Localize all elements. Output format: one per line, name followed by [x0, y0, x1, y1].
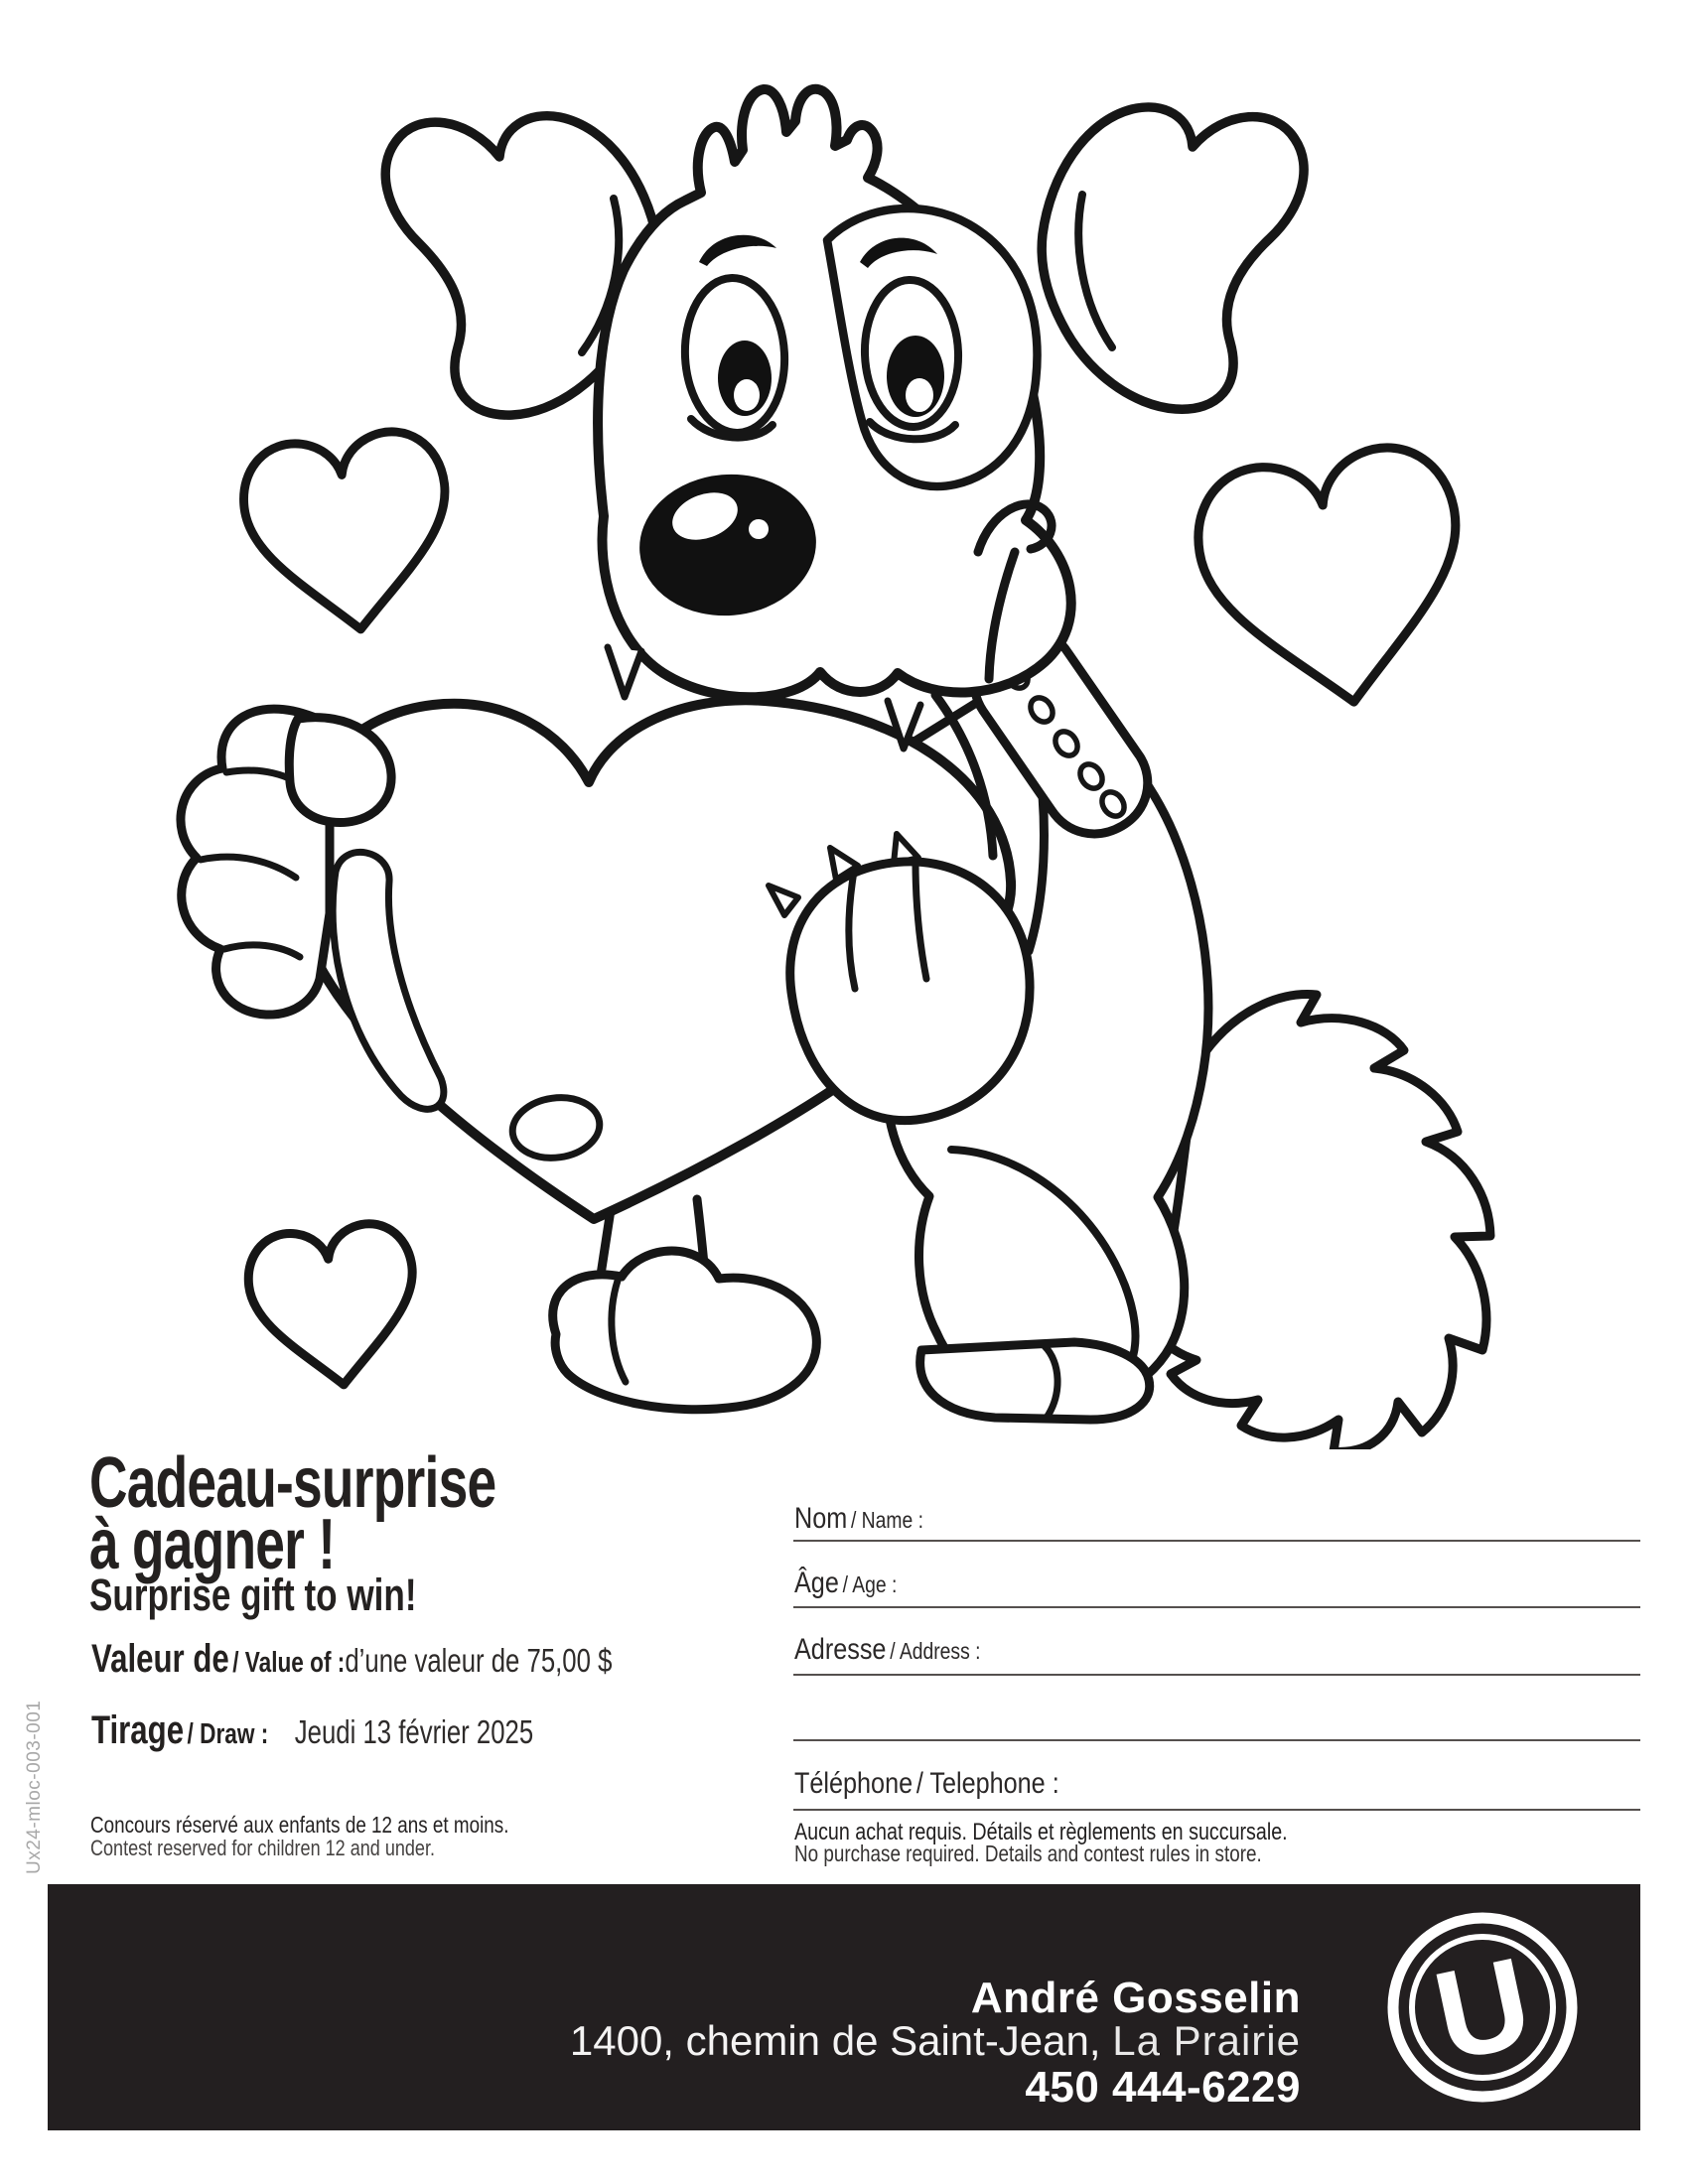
dog-hind-foot — [920, 1342, 1150, 1420]
disclaimer-en: No purchase required. Details and contest rules in store. — [794, 1841, 1262, 1866]
promo-title-fr-line2: à gagner ! — [89, 1505, 336, 1584]
address-field-label: Adresse / Address : — [794, 1633, 981, 1666]
eligibility-en: Contest reserved for children 12 and under. — [90, 1836, 435, 1860]
disclaimer-fr: Aucun achat requis. Détails et règlements en succursale. — [794, 1819, 1288, 1845]
dog-right-paw — [790, 862, 1030, 1121]
name-field-line[interactable] — [793, 1540, 1640, 1542]
dog-fang — [608, 647, 641, 697]
promo-title-fr-line1: Cadeau-surprise — [89, 1443, 496, 1523]
eligibility-fr: Concours réservé aux enfants de 12 ans et moins. — [90, 1812, 509, 1838]
store-phone: 450 444-6229 — [1025, 2063, 1301, 2112]
store-address: 1400, chemin de Saint-Jean, La Prairie — [569, 2017, 1301, 2064]
name-field-label: Nom / Name : — [794, 1502, 923, 1535]
dog-front-paw — [553, 1251, 817, 1410]
address-field-line[interactable] — [793, 1674, 1640, 1676]
heart-icon — [1188, 438, 1481, 722]
draw-date-row: Tirage / Draw : Jeudi 13 février 2025 — [91, 1708, 534, 1752]
promo-title-en: Surprise gift to win! — [89, 1570, 417, 1620]
telephone-field-label: Téléphone / Telephone : — [794, 1767, 1059, 1800]
address-field-line-2[interactable] — [793, 1739, 1640, 1741]
heart-icon — [237, 426, 461, 641]
store-owner: André Gosselin — [970, 1974, 1301, 2022]
age-field-line[interactable] — [793, 1606, 1640, 1608]
production-code: Ux24-mloc-003-001 — [24, 1700, 45, 1874]
prize-value-row: Valeur de / Value of :d’une valeur de 75,00 $ — [91, 1637, 613, 1681]
age-field-label: Âge / Age : — [794, 1567, 898, 1599]
svg-text:U: U — [1423, 1930, 1543, 2089]
uniprix-logo-icon — [1386, 1911, 1579, 2104]
heart-icon — [243, 1219, 425, 1395]
telephone-field-line[interactable] — [793, 1809, 1640, 1811]
